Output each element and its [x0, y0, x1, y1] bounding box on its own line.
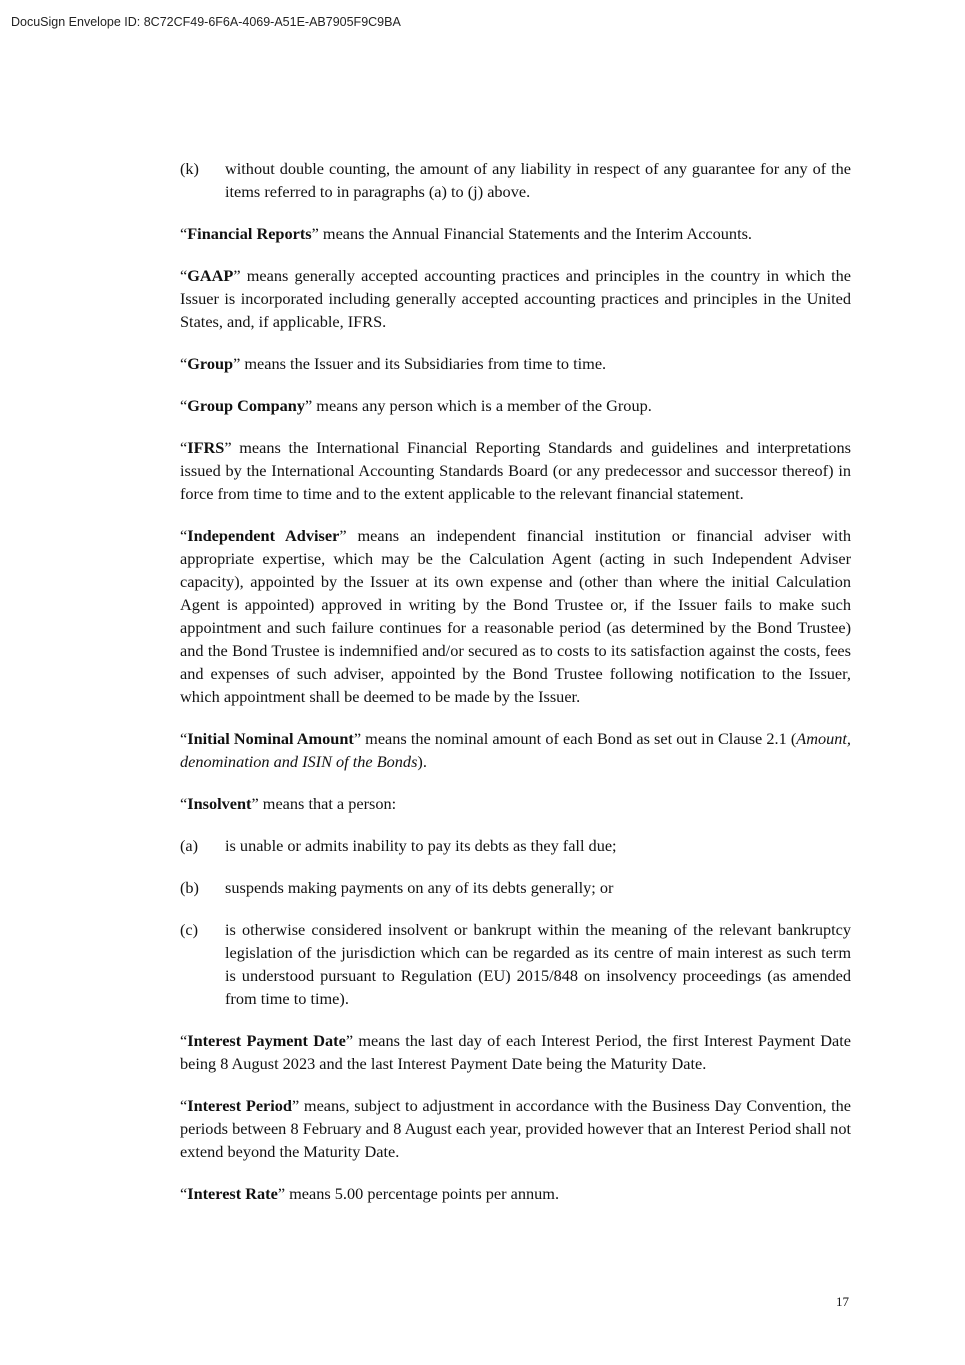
item-text: is otherwise considered insolvent or bankrupt within the meaning of the relevant bankruptcy legislation of the jurisdiction which can be regarded as its centre of main interest as such term is understood pursuant to Regulation (EU) 2015/848 on insolvency proceedings (as amended from time to time).	[225, 920, 851, 1008]
definition-initial-nominal-amount: “Initial Nominal Amount” means the nominal amount of each Bond as set out in Clause 2.1 (Amount, denomination and ISIN of the Bonds).	[180, 729, 851, 771]
definition-text: ” means the Annual Financial Statements and the Interim Accounts.	[311, 224, 752, 243]
defined-term: Interest Period	[187, 1096, 292, 1115]
defined-term: Insolvent	[187, 794, 252, 813]
definition-financial-reports: “Financial Reports” means the Annual Financial Statements and the Interim Accounts.	[180, 224, 752, 243]
item-text: is unable or admits inability to pay its debts as they fall due;	[225, 836, 617, 855]
defined-term: Independent Adviser	[187, 526, 340, 545]
definition-group: “Group” means the Issuer and its Subsidiaries from time to time.	[180, 354, 607, 373]
definition-ifrs: “IFRS” means the International Financial Reporting Standards and guidelines and interpretations issued by the International Accounting Standards Board (or any predecessor and successor thereof) in force from time to time and to the extent applicable to the relevant financial statement.	[180, 438, 851, 503]
definition-text: ” means the nominal amount of each Bond as set out in Clause 2.1 (	[353, 729, 797, 748]
definition-group-company: “Group Company” means any person which is a member of the Group.	[180, 396, 652, 415]
item-label: (k)	[180, 159, 199, 178]
definition-text: ” means an independent financial institution or financial adviser with appropriate expertise, which may be the Calculation Agent (acting in such Independent Adviser capacity), appointed by the Issuer at its own expense and (other than where the initial Calculation Agent is appointed) approved in writing by the Bond Trustee or, if the Issuer fails to make such appointment and such failure continues for a reasonable period (as determined by the Bond Trustee) and the Bond Trustee is indemnified and/or secured as to costs to its satisfaction against the costs, fees and expenses of such adviser, appointed by the Bond Trustee following notification to the Issuer, which appointment shall be deemed to be made by the Issuer.	[180, 526, 851, 706]
item-text: without double counting, the amount of any liability in respect of any guarantee for any of the items referred to in paragraphs (a) to (j) above.	[225, 159, 851, 201]
definition-independent-adviser: “Independent Adviser” means an independent financial institution or financial adviser with appropriate expertise, which may be the Calculation Agent (acting in such Independent Adviser capacity), appointed by the Issuer at its own expense and (other than where the initial Calculation Agent is appointed) approved in writing by the Bond Trustee or, if the Issuer fails to make such appointment and such failure continues for a reasonable period (as determined by the Bond Trustee) and the Bond Trustee is indemnified and/or secured as to costs to its satisfaction against the costs, fees and expenses of such adviser, appointed by the Bond Trustee following notification to the Issuer, which appointment shall be deemed to be made by the Issuer.	[180, 526, 851, 706]
definition-text: ” means the last day of each Interest Period, the first Interest Payment Date being 8 August 2023 and the last Interest Payment Date being the Maturity Date.	[180, 1031, 852, 1073]
definition-text: ” means, subject to adjustment in accordance with the Business Day Convention, the periods between 8 February and 8 August each year, provided however that an Interest Period shall not extend beyond the Maturity Date.	[180, 1096, 851, 1161]
document-body	[180, 157, 851, 1224]
definition-interest-payment-date: “Interest Payment Date” means the last day of each Interest Period, the first Interest Payment Date being 8 August 2023 and the last Interest Payment Date being the Maturity Date.	[180, 1031, 852, 1073]
defined-term: Initial Nominal Amount	[187, 729, 354, 748]
defined-term: GAAP	[187, 266, 234, 285]
list-item-b	[180, 876, 851, 899]
page-number: 17	[836, 1294, 849, 1309]
defined-term: Interest Rate	[187, 1184, 278, 1203]
definition-text: ” means any person which is a member of the Group.	[305, 396, 652, 415]
list-item-c	[180, 918, 851, 1010]
list-item-a	[180, 834, 851, 857]
definition-gaap: “GAAP” means generally accepted accounting practices and principles in the country in which the Issuer is incorporated including generally accepted accounting practices and principles in the United States, and, if applicable, IFRS.	[180, 266, 851, 331]
definition-interest-period: “Interest Period” means, subject to adjustment in accordance with the Business Day Convention, the periods between 8 February and 8 August each year, provided however that an Interest Period shall not extend beyond the Maturity Date.	[180, 1096, 851, 1161]
item-label: (b)	[180, 878, 199, 897]
item-text: suspends making payments on any of its debts generally; or	[225, 878, 614, 897]
definition-text: ” means 5.00 percentage points per annum.	[277, 1184, 560, 1203]
definition-tail: ).	[417, 752, 427, 771]
definition-interest-rate: “Interest Rate” means 5.00 percentage points per annum.	[180, 1184, 560, 1203]
definition-text: ” means the Issuer and its Subsidiaries from time to time.	[233, 354, 607, 373]
definition-text: ” means the International Financial Reporting Standards and guidelines and interpretations issued by the International Accounting Standards Board (or any predecessor and successor thereof) in force from time to time and to the extent applicable to the relevant financial statement.	[180, 438, 851, 503]
defined-term: Group Company	[187, 396, 306, 415]
item-label: (a)	[180, 836, 199, 855]
definition-text: ” means that a person:	[251, 794, 397, 813]
defined-term: Group	[187, 354, 234, 373]
list-item-k	[180, 157, 851, 203]
defined-term: Interest Payment Date	[187, 1031, 346, 1050]
defined-term: Financial Reports	[187, 224, 312, 243]
item-label: (c)	[180, 920, 199, 939]
definition-text: ” means generally accepted accounting practices and principles in the country in which the Issuer is incorporated including generally accepted accounting practices and principles in the United States, and, if applicable, IFRS.	[180, 266, 851, 331]
envelope-id: DocuSign Envelope ID: 8C72CF49-6F6A-4069-A51E-AB7905F9C9BA	[11, 15, 401, 29]
clause-reference: Amount, denomination and ISIN of the Bonds	[180, 729, 851, 771]
definition-insolvent: “Insolvent” means that a person:	[180, 794, 397, 813]
defined-term: IFRS	[187, 438, 225, 457]
